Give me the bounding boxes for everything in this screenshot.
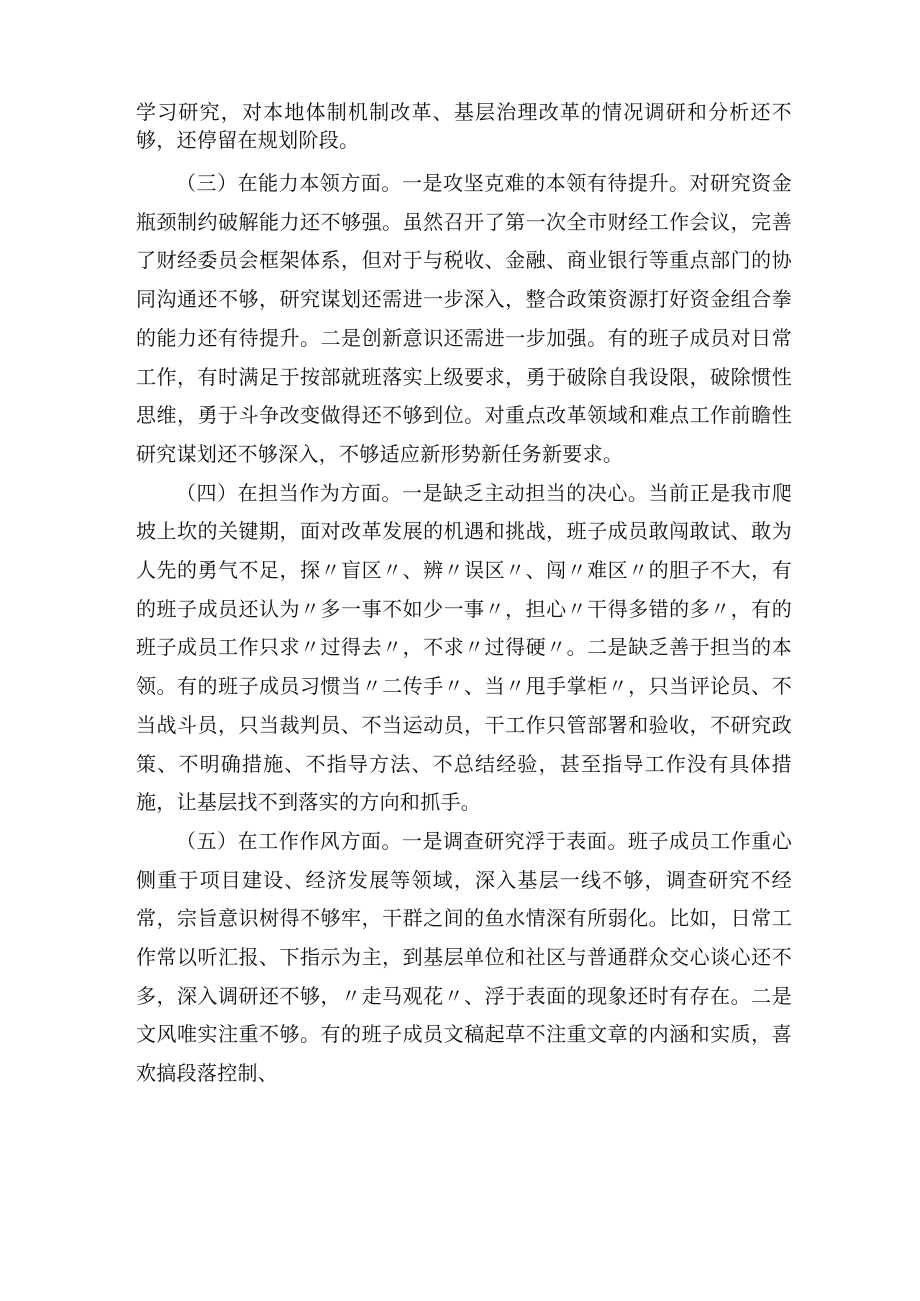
- paragraph-section-3-ability: （三）在能力本领方面。一是攻坚克难的本领有待提升。对研究资金瓶颈制约破解能力还不够强。虽然召开了第一次全市财经工作会议，完善了财经委员会框架体系，但对于与税收、金融、商业银行等重点部门的协同沟通还不够，研究谋划还需进一步深入，整合政策资源打好资金组合拳的能力还有待提升。二是创新意识还需进一步加强。有的班子成员对日常工作，有时满足于按部就班落实上级要求，勇于破除自我设限，破除惯性思维，勇于斗争改变做得还不够到位。对重点改革领域和难点工作前瞻性研究谋划还不够深入，不够适应新形势新任务新要求。: [136, 171, 792, 466]
- document-body: [136, 98, 792, 1093]
- paragraph-continuation: 学习研究，对本地体制机制改革、基层治理改革的情况调研和分析还不够，还停留在规划阶段。: [136, 100, 792, 152]
- paragraph-section-5-work-style: （五）在工作作风方面。一是调查研究浮于表面。班子成员工作重心侧重于项目建设、经济发展等领域，深入基层一线不够，调查研究不经常，宗旨意识树得不够牢，干群之间的鱼水情深有所弱化。比如，日常工作常以听汇报、下指示为主，到基层单位和社区与普通群众交心谈心还不多，深入调研还不够，〃走马观花〃、浮于表面的现象还时有存在。二是文风唯实注重不够。有的班子成员文稿起草不注重文章的内涵和实质，喜欢搞段落控制、: [136, 828, 792, 1086]
- paragraph-section-4-responsibility: （四）在担当作为方面。一是缺乏主动担当的决心。当前正是我市爬坡上坎的关键期，面对改革发展的机遇和挑战，班子成员敢闯敢试、敢为人先的勇气不足，探〃盲区〃、辨〃误区〃、闯〃难区〃的胆子不大，有的班子成员还认为〃多一事不如少一事〃，担心〃干得多错的多〃，有的班子成员工作只求〃过得去〃，不求〃过得硬〃。二是缺乏善于担当的本领。有的班子成员习惯当〃二传手〃、当〃甩手掌柜〃，只当评论员、不当战斗员，只当裁判员、不当运动员，干工作只管部署和验收，不研究政策、不明确措施、不指导方法、不总结经验，甚至指导工作没有具体措施，让基层找不到落实的方向和抓手。: [136, 480, 792, 815]
